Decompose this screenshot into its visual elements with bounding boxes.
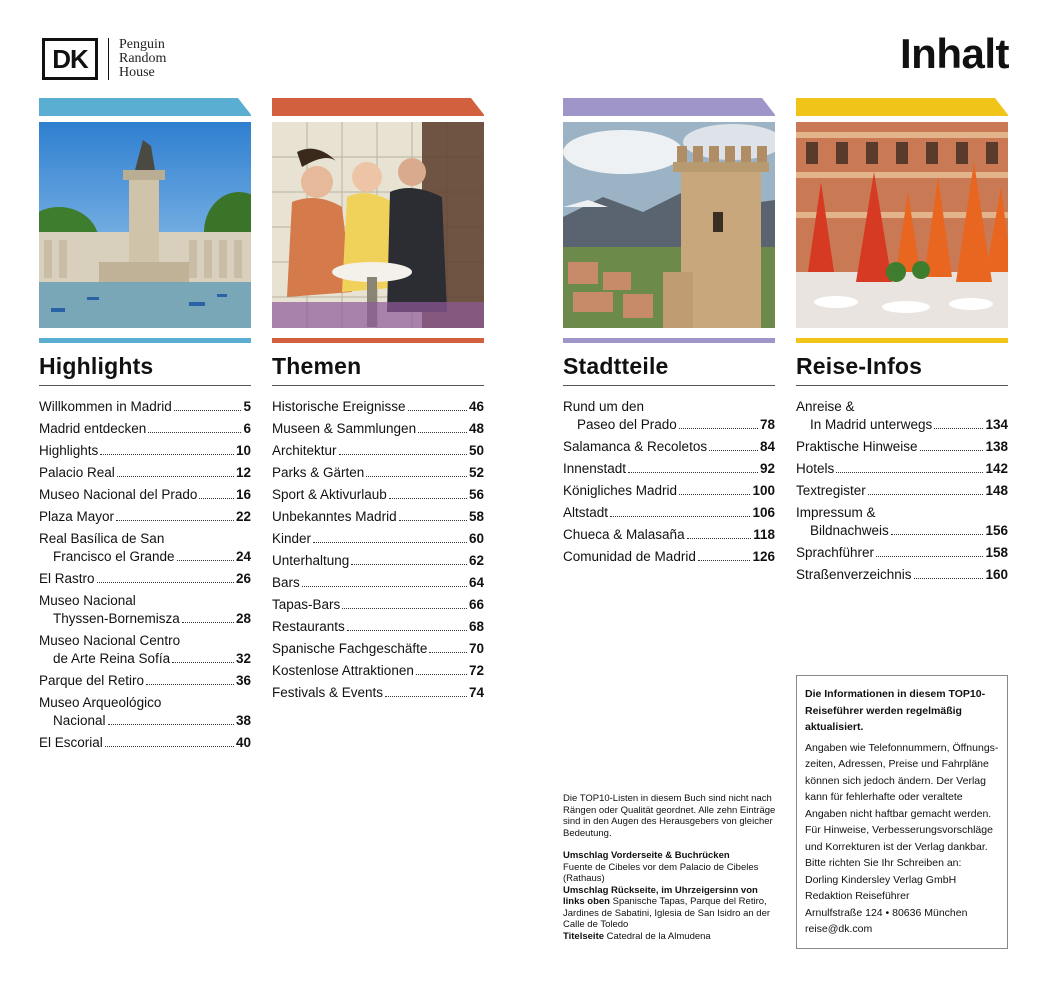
- toc-list: [796, 398, 1008, 584]
- toc-leader-dots: [351, 564, 467, 565]
- toc-entry-title: Praktische Hinweise: [796, 439, 918, 454]
- section-themen: [272, 98, 484, 706]
- toc-entry-title: Architektur: [272, 443, 337, 458]
- toc-leader-dots: [416, 674, 467, 675]
- toc-page-number: 160: [985, 567, 1008, 582]
- toc-leader-dots: [116, 520, 234, 521]
- toc-leader-dots: [105, 746, 234, 747]
- toc-leader-dots: [876, 556, 983, 557]
- publisher-line: House: [119, 65, 155, 80]
- toc-entry-title: Innenstadt: [563, 461, 627, 476]
- toc-leader-dots: [399, 520, 467, 521]
- toc-entry-title: Thyssen-Bornemisza: [53, 611, 180, 626]
- toc-page-number: 16: [235, 487, 251, 502]
- toc-leader-dots: [174, 410, 242, 411]
- toc-page-number: 60: [468, 531, 484, 546]
- credit-text: Catedral de la Almudena: [606, 930, 711, 942]
- section-reise-infos: [796, 98, 1008, 588]
- section-heading: Highlights: [39, 353, 154, 379]
- section-color-tab: [796, 98, 1008, 116]
- section-stadtteile: [563, 98, 775, 570]
- toc-leader-dots: [914, 578, 984, 579]
- toc-page-number: 64: [468, 575, 484, 590]
- toc-entry-title: Madrid entdecken: [39, 421, 147, 436]
- toc-leader-dots: [868, 494, 984, 495]
- toc-entry-title: de Arte Reina Sofía: [53, 651, 171, 666]
- toc-page-number: 26: [235, 571, 251, 586]
- toc-leader-dots: [836, 472, 983, 473]
- toc-page-number: 106: [752, 505, 775, 520]
- toc-leader-dots: [199, 498, 234, 499]
- toc-entry[interactable]: [796, 544, 1008, 562]
- toc-entry[interactable]: [563, 504, 775, 522]
- toc-leader-dots: [389, 498, 467, 499]
- toc-page-number: 92: [759, 461, 775, 476]
- toc-entry-title: Museen & Sammlungen: [272, 421, 417, 436]
- toc-entry[interactable]: [796, 398, 1008, 434]
- toc-entry[interactable]: [272, 596, 484, 614]
- toc-leader-dots: [146, 684, 234, 685]
- section-heading: Stadtteile: [563, 353, 669, 379]
- toc-entry-title: Chueca & Malasaña: [563, 527, 685, 542]
- toc-entry-title: Museo Nacional del Prado: [39, 487, 198, 502]
- toc-entry-title: Museo Arqueológico: [39, 695, 162, 710]
- toc-page-number: 134: [985, 417, 1008, 432]
- toc-entry[interactable]: [272, 552, 484, 570]
- toc-entry-title: Real Basílica de San: [39, 531, 165, 546]
- toc-leader-dots: [628, 472, 758, 473]
- toc-entry-title: In Madrid unterwegs: [810, 417, 933, 432]
- toc-entry-title: Salamanca & Recoletos: [563, 439, 708, 454]
- toc-entry-title: Comunidad de Madrid: [563, 549, 696, 564]
- toc-entry[interactable]: [272, 618, 484, 636]
- toc-leader-dots: [97, 582, 234, 583]
- logo-divider: [108, 38, 109, 80]
- toc-entry-title: Museo Nacional Centro: [39, 633, 181, 648]
- toc-entry-title: Paseo del Prado: [577, 417, 677, 432]
- toc-leader-dots: [934, 428, 983, 429]
- toc-page-number: 28: [235, 611, 251, 626]
- toc-leader-dots: [709, 450, 758, 451]
- credit-text: Fuente de Cibeles vor dem Palacio de Cibeles (Rathaus): [563, 861, 759, 884]
- toc-page-number: 10: [235, 443, 251, 458]
- toc-leader-dots: [366, 476, 467, 477]
- toc-entry[interactable]: [39, 570, 251, 588]
- toc-list: [272, 398, 484, 702]
- toc-entry-title: Altstadt: [563, 505, 609, 520]
- toc-page-number: 36: [235, 673, 251, 688]
- toc-page-number: 58: [468, 509, 484, 524]
- toc-entry-title: Kostenlose Attraktionen: [272, 663, 414, 678]
- toc-entry-title: Sprachführer: [796, 545, 875, 560]
- heading-rule: [796, 385, 1008, 386]
- toc-entry[interactable]: [39, 398, 251, 416]
- section-highlights: [39, 98, 251, 756]
- toc-list: [39, 398, 251, 752]
- toc-leader-dots: [687, 538, 752, 539]
- toc-entry-title: Spanische Fachgeschäfte: [272, 641, 428, 656]
- toc-entry[interactable]: [563, 482, 775, 500]
- toc-entry[interactable]: [796, 438, 1008, 456]
- toc-page-number: 6: [243, 421, 251, 436]
- toc-page-number: 22: [235, 509, 251, 524]
- toc-entry[interactable]: [272, 486, 484, 504]
- toc-entry-title: Plaza Mayor: [39, 509, 115, 524]
- toc-leader-dots: [148, 432, 241, 433]
- toc-leader-dots: [920, 450, 984, 451]
- section-color-tab: [272, 98, 484, 116]
- toc-page-number: 70: [468, 641, 484, 656]
- toc-entry[interactable]: [272, 420, 484, 438]
- toc-entry-title: Historische Ereignisse: [272, 399, 406, 414]
- toc-entry[interactable]: [796, 482, 1008, 500]
- section-color-rule: [796, 338, 1008, 343]
- toc-page-number: 100: [752, 483, 775, 498]
- toc-page-number: 50: [468, 443, 484, 458]
- section-heading: Reise-Infos: [796, 353, 923, 379]
- section-heading: Themen: [272, 353, 362, 379]
- heading-rule: [272, 385, 484, 386]
- toc-entry[interactable]: [796, 566, 1008, 584]
- toc-entry[interactable]: [272, 574, 484, 592]
- toc-page-number: 56: [468, 487, 484, 502]
- toc-leader-dots: [339, 454, 467, 455]
- toc-entry-title: Bildnachweis: [810, 523, 889, 538]
- toc-page-number: 5: [243, 399, 251, 414]
- toc-entry[interactable]: [39, 508, 251, 526]
- toc-list: [563, 398, 775, 566]
- toc-entry-title: El Escorial: [39, 735, 103, 750]
- toc-entry-title: Parks & Gärten: [272, 465, 365, 480]
- toc-entry[interactable]: [39, 592, 251, 628]
- toc-entry[interactable]: [563, 460, 775, 478]
- cover-credits-note: [563, 793, 778, 942]
- photo-azulejo-tiles: [272, 122, 484, 328]
- toc-entry-title: Unterhaltung: [272, 553, 350, 568]
- toc-page-number: 62: [468, 553, 484, 568]
- publisher-logo: [42, 38, 166, 80]
- toc-page-number: 84: [759, 439, 775, 454]
- toc-entry-title: Nacional: [53, 713, 106, 728]
- toc-entry-title: Kinder: [272, 531, 312, 546]
- notice-body: Angaben wie Telefonnummern, Öffnungs- zeiten, Adressen, Preise und Fahrpläne können sich jedoch ändern. Der Verlag kann für fehlerhafte oder veraltete Angaben nicht haftbar gemacht werden. Für Hinweise, Verbesserungsvorschläge und Korrekturen ist der Verlag dankbar. Bitte richten Sie Ihr Schreiben an: Dorling Kindersley Verlag GmbH Redaktion Reiseführer Arnulfstraße 124 • 80636 München reise@dk.com: [805, 741, 999, 935]
- heading-rule: [563, 385, 775, 386]
- toc-entry[interactable]: [272, 442, 484, 460]
- toc-entry-title: Tapas-Bars: [272, 597, 341, 612]
- toc-entry-title: El Rastro: [39, 571, 95, 586]
- toc-entry-title: Straßenverzeichnis: [796, 567, 912, 582]
- toc-entry[interactable]: [39, 464, 251, 482]
- toc-entry-title: Museo Nacional: [39, 593, 136, 608]
- heading-rule: [39, 385, 251, 386]
- notice-lead: Die Informationen in diesem TOP10-Reiseführer werden regelmäßig aktualisiert.: [805, 688, 986, 733]
- toc-page-number: 148: [985, 483, 1008, 498]
- toc-page-number: 118: [753, 527, 775, 542]
- toc-leader-dots: [302, 586, 467, 587]
- toc-entry-title: Anreise &: [796, 399, 855, 414]
- toc-entry[interactable]: [39, 632, 251, 668]
- credit-label: Titelseite: [563, 930, 605, 942]
- section-color-rule: [39, 338, 251, 343]
- toc-entry[interactable]: [272, 640, 484, 658]
- toc-page-number: 24: [235, 549, 251, 564]
- toc-entry-title: Sport & Aktivurlaub: [272, 487, 387, 502]
- toc-entry[interactable]: [272, 530, 484, 548]
- toc-leader-dots: [342, 608, 467, 609]
- toc-entry[interactable]: [563, 398, 775, 434]
- toc-page-number: 12: [235, 465, 251, 480]
- toc-page-number: 46: [468, 399, 484, 414]
- toc-entry-title: Textregister: [796, 483, 866, 498]
- toc-entry[interactable]: [796, 504, 1008, 540]
- toc-leader-dots: [610, 516, 750, 517]
- toc-page-number: 52: [468, 465, 484, 480]
- toc-entry[interactable]: [39, 486, 251, 504]
- toc-leader-dots: [385, 696, 467, 697]
- toc-entry-title: Highlights: [39, 443, 99, 458]
- publisher-line: Penguin: [119, 37, 165, 52]
- toc-entry[interactable]: [272, 508, 484, 526]
- toc-page-number: 72: [468, 663, 484, 678]
- toc-page-number: 156: [985, 523, 1008, 538]
- credit-text: Spanische Tapas, Parque del Retiro, Jardines de Sabatini, Iglesia de San Isidro an der Calle de Toledo: [563, 896, 771, 930]
- toc-entry-title: Bars: [272, 575, 300, 590]
- toc-entry-title: Parque del Retiro: [39, 673, 145, 688]
- toc-page-number: 48: [468, 421, 484, 436]
- section-color-tab: [39, 98, 251, 116]
- toc-entry[interactable]: [39, 734, 251, 752]
- credit-label: Umschlag Rückseite, im Uhrzeigersinn von links oben: [563, 884, 758, 907]
- publisher-line: Random: [119, 51, 167, 66]
- toc-page-number: 74: [468, 685, 484, 700]
- toc-page-number: 38: [235, 713, 251, 728]
- dk-logo: DK: [42, 38, 98, 80]
- toc-entry[interactable]: [563, 548, 775, 566]
- toc-entry-title: Francisco el Grande: [53, 549, 175, 564]
- toc-page-number: 126: [752, 549, 775, 564]
- toc-entry-title: Impressum &: [796, 505, 876, 520]
- toc-leader-dots: [100, 454, 234, 455]
- toc-entry[interactable]: [39, 442, 251, 460]
- toc-entry-title: Restaurants: [272, 619, 345, 634]
- photo-retiro-monument: [39, 122, 251, 328]
- photo-plaza-umbrellas: [796, 122, 1008, 328]
- credit-label: Umschlag Vorderseite & Buchrücken: [563, 850, 730, 861]
- toc-leader-dots: [108, 724, 234, 725]
- toc-entry[interactable]: [272, 398, 484, 416]
- toc-entry[interactable]: [563, 526, 775, 544]
- toc-entry[interactable]: [272, 684, 484, 702]
- toc-page-number: 40: [235, 735, 251, 750]
- toc-entry-title: Königliches Madrid: [563, 483, 678, 498]
- toc-entry-title: Rund um den: [563, 399, 645, 414]
- section-color-tab: [563, 98, 775, 116]
- toc-page-number: 78: [759, 417, 775, 432]
- toc-entry[interactable]: [39, 672, 251, 690]
- toc-entry-title: Festivals & Events: [272, 685, 384, 700]
- section-color-rule: [272, 338, 484, 343]
- toc-leader-dots: [182, 622, 234, 623]
- toc-entry-title: Palacio Real: [39, 465, 115, 480]
- update-notice-box: [796, 675, 1008, 949]
- toc-page-number: 142: [985, 461, 1008, 476]
- toc-leader-dots: [418, 432, 467, 433]
- cover-credits: [563, 850, 778, 942]
- toc-entry[interactable]: [796, 460, 1008, 478]
- toc-leader-dots: [429, 652, 467, 653]
- toc-leader-dots: [679, 494, 750, 495]
- toc-entry-title: Willkommen in Madrid: [39, 399, 172, 414]
- toc-page-number: 158: [985, 545, 1008, 560]
- toc-entry[interactable]: [39, 694, 251, 730]
- toc-leader-dots: [891, 534, 984, 535]
- toc-page-number: 32: [235, 651, 251, 666]
- toc-entry[interactable]: [39, 530, 251, 566]
- toc-leader-dots: [177, 560, 234, 561]
- toc-page-number: 66: [468, 597, 484, 612]
- page-title: Inhalt: [900, 30, 1009, 77]
- toc-entry[interactable]: [563, 438, 775, 456]
- toc-entry-title: Hotels: [796, 461, 835, 476]
- toc-entry[interactable]: [272, 464, 484, 482]
- photo-castle-tower: [563, 122, 775, 328]
- section-color-rule: [563, 338, 775, 343]
- toc-leader-dots: [117, 476, 234, 477]
- penguin-random-house-wordmark: [119, 38, 166, 80]
- toc-leader-dots: [313, 542, 467, 543]
- top10-disclaimer: Die TOP10-Listen in diesem Buch sind nicht nach Rängen oder Qualität geordnet. Alle zehn Einträge sind in den Augen des Herausgebers von gleicher Bedeutung.: [563, 793, 776, 839]
- toc-page-number: 138: [985, 439, 1008, 454]
- toc-page-number: 68: [468, 619, 484, 634]
- toc-entry-title: Unbekanntes Madrid: [272, 509, 397, 524]
- toc-leader-dots: [347, 630, 467, 631]
- toc-leader-dots: [408, 410, 467, 411]
- toc-leader-dots: [698, 560, 751, 561]
- toc-leader-dots: [679, 428, 758, 429]
- toc-leader-dots: [172, 662, 234, 663]
- toc-entry[interactable]: [39, 420, 251, 438]
- toc-entry[interactable]: [272, 662, 484, 680]
